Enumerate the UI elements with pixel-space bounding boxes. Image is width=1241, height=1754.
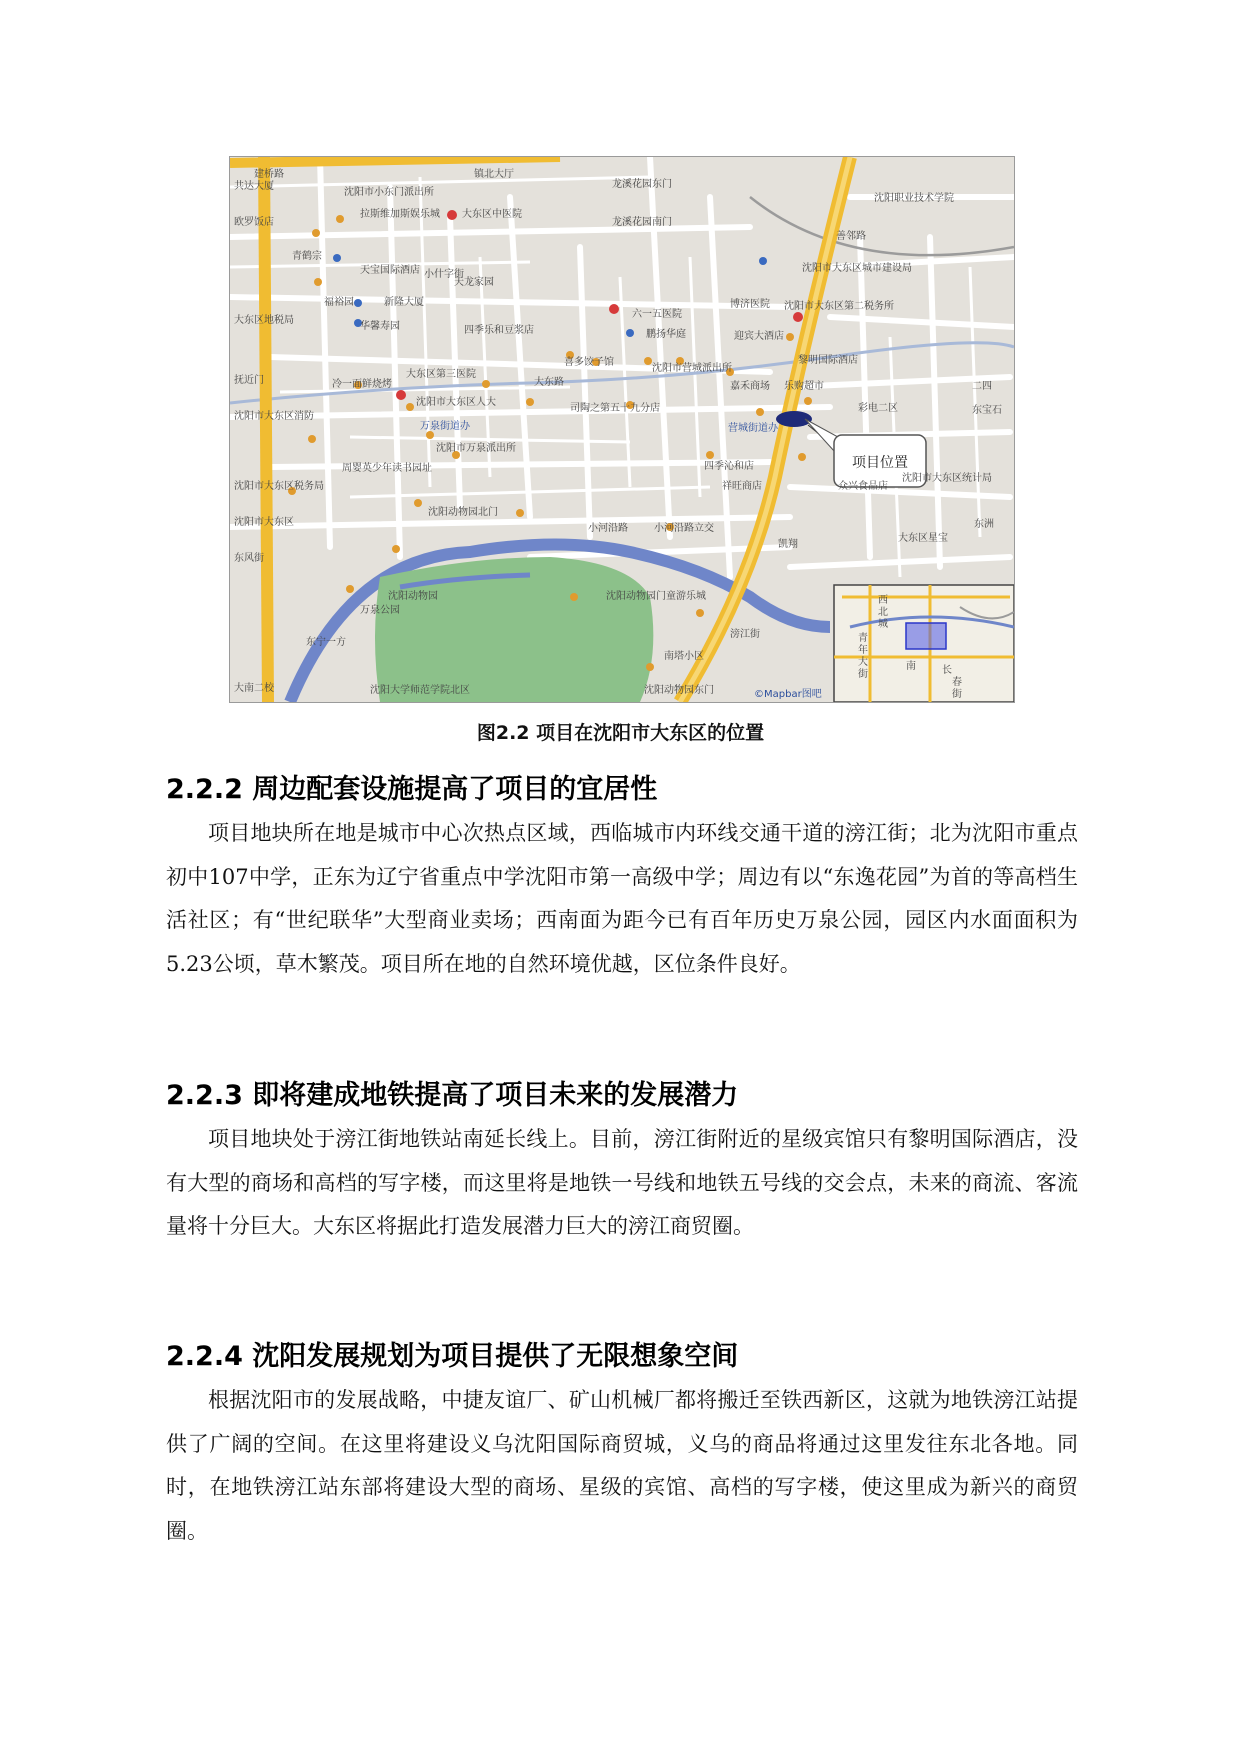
map-label: 南塔小区 <box>664 651 704 662</box>
location-map <box>229 156 1015 703</box>
map-label: 沈阳职业技术学院 <box>874 193 954 204</box>
map-label: 万泉街道办 <box>420 421 470 432</box>
inset-map <box>834 585 1014 702</box>
map-label: 龙溪花园东门 <box>612 179 672 190</box>
map-label: 沈阳市大东区消防 <box>234 411 314 422</box>
map-label: 沈阳市大东区统计局 <box>902 473 992 484</box>
map-label: 嘉禾商场 <box>730 381 770 392</box>
map-label: 大南二校 <box>234 683 274 694</box>
map-label: 小河沿路立交 <box>654 523 714 534</box>
map-label: 大东区中医院 <box>462 209 522 220</box>
map-label: 沈阳大学师范学院北区 <box>370 685 470 696</box>
map-label: 喜多饺子馆 <box>564 357 614 368</box>
section-body: 根据沈阳市的发展战略，中捷友谊厂、矿山机械厂都将搬迁至铁西新区，这就为地铁滂江站提供了广阔的空间。在这里将建设义乌沈阳国际商贸城，义乌的商品将通过这里发往东北各地。同时，在地铁滂江站东部将建设大型的商场、星级的宾馆、高档的写字楼，使这里成为新兴的商贸圈。 <box>166 1388 1078 1543</box>
section-heading: 2.2.2 周边配套设施提高了项目的宜居性 <box>166 774 658 805</box>
map-label: 周婴英少年读书园址 <box>342 463 432 474</box>
map-label: 沈阳市大东区 <box>234 517 294 528</box>
map-label: 滂江街 <box>730 629 760 640</box>
map-label: 司陶之第五十九分店 <box>570 403 660 414</box>
map-label: 四季乐和豆浆店 <box>464 325 534 336</box>
map-label: 众兴食品店 <box>838 481 888 492</box>
map-label: 小什字街 <box>424 269 464 280</box>
section-2-2-4 <box>166 1337 1078 1553</box>
map-label: 沈阳动物园东门 <box>644 685 714 696</box>
map-label: 镇北大厅 <box>474 169 514 180</box>
map-label: 大东区星宝 <box>898 533 948 544</box>
map-label: 大东区第三医院 <box>406 369 476 380</box>
map-image <box>230 157 1014 702</box>
map-label: 乐购超市 <box>784 381 824 392</box>
map-label: 大东路 <box>534 377 564 388</box>
map-label: 博济医院 <box>730 299 770 310</box>
map-label: 黎明国际酒店 <box>798 355 858 366</box>
map-label: 沈阳市万泉派出所 <box>436 443 516 454</box>
inset-label: 南 <box>906 661 916 672</box>
map-label: 东宝石 <box>972 405 1002 416</box>
map-label: 沈阳动物园 <box>388 591 438 602</box>
map-label: 凯翔 <box>778 539 798 550</box>
map-label: 共达大厦 <box>234 181 274 192</box>
section-body: 项目地块处于滂江街地铁站南延长线上。目前，滂江街附近的星级宾馆只有黎明国际酒店，没有大型的商场和高档的写字楼，而这里将是地铁一号线和地铁五号线的交会点，未来的商流、客流量将十分巨大。大东区将据此打造发展潜力巨大的滂江商贸圈。 <box>166 1127 1078 1238</box>
map-label: 沈阳市大东区人大 <box>416 397 496 408</box>
map-label: 东宁一方 <box>306 637 346 648</box>
inset-label: 西 <box>878 595 888 606</box>
map-label: 沈阳市大东区城市建设局 <box>802 263 912 274</box>
section-body: 项目地块所在地是城市中心次热点区域，西临城市内环线交通干道的滂江街；北为沈阳市重点初中107中学，正东为辽宁省重点中学沈阳市第一高级中学；周边有以“东逸花园”为首的等高档生活社区；有“世纪联华”大型商业卖场；西南面为距今已有百年历史万泉公园，园区内水面面积为5.23公顷，草木繁茂。项目所在地的自然环境优越，区位条件良好。 <box>166 821 1078 976</box>
map-label: 冷一面鲜烧烤 <box>332 379 392 390</box>
figure-caption: 图2.2 项目在沈阳市大东区的位置 <box>476 722 765 744</box>
inset-label: 北 <box>878 607 888 618</box>
map-label: 祥旺商店 <box>722 481 762 492</box>
map-label: 龙溪花园南门 <box>612 217 672 228</box>
map-label: 彩电二区 <box>858 403 898 414</box>
section-2-2-3 <box>166 1076 1078 1249</box>
map-label: 抚近门 <box>234 375 264 386</box>
map-label: 迎宾大酒店 <box>734 331 784 342</box>
map-label: 沈阳动物园门童游乐城 <box>606 591 706 602</box>
map-label: 拉斯维加斯娱乐城 <box>360 209 440 220</box>
inset-label: 青 <box>858 633 868 644</box>
map-label: 东洲 <box>974 519 994 530</box>
inset-label: 春 <box>952 677 962 688</box>
map-label: 东风街 <box>234 553 264 564</box>
inset-label: 大 <box>858 657 868 668</box>
map-label: 四季沁和店 <box>704 461 754 472</box>
inset-label: 年 <box>858 645 868 656</box>
map-label: 二四 <box>972 381 992 392</box>
map-label: 青鹤宗 <box>292 251 322 262</box>
map-label: 鹏扬华庭 <box>646 329 686 340</box>
inset-label: 城 <box>878 619 888 630</box>
map-label: 沈阳市大东区第二税务所 <box>784 301 894 312</box>
section-2-2-2 <box>166 770 1078 986</box>
map-label: 小河沿路 <box>588 523 628 534</box>
map-label: 福裕园 <box>324 297 354 308</box>
map-label: 建桥路 <box>254 169 284 180</box>
inset-label: 长 <box>942 665 952 676</box>
svg-text:©Mapbar图吧: ©Mapbar图吧 <box>754 689 822 700</box>
map-label: 天龙家园 <box>454 277 494 288</box>
map-label: 新隆大厦 <box>384 297 424 308</box>
svg-text:项目位置: 项目位置 <box>852 455 908 471</box>
map-label: 大东区地税局 <box>234 315 294 326</box>
map-label: 营城街道办 <box>728 423 778 434</box>
map-label: 善邻路 <box>836 231 866 242</box>
map-label: 沈阳动物园北门 <box>428 507 498 518</box>
section-heading: 2.2.4 沈阳发展规划为项目提供了无限想象空间 <box>166 1341 739 1372</box>
inset-label: 街 <box>858 669 868 680</box>
map-label: 华馨寿园 <box>360 321 400 332</box>
map-label: 欧罗饭店 <box>234 217 274 228</box>
map-label: 天宝国际酒店 <box>360 265 420 276</box>
map-label: 沈阳市大东区税务局 <box>234 481 324 492</box>
map-label: 沈阳市小东门派出所 <box>344 187 434 198</box>
map-label: 沈阳市营城派出所 <box>652 363 732 374</box>
inset-label: 街 <box>952 689 962 700</box>
map-label: 万泉公园 <box>360 605 400 616</box>
section-heading: 2.2.3 即将建成地铁提高了项目未来的发展潜力 <box>166 1080 739 1111</box>
map-label: 六一五医院 <box>632 309 682 320</box>
